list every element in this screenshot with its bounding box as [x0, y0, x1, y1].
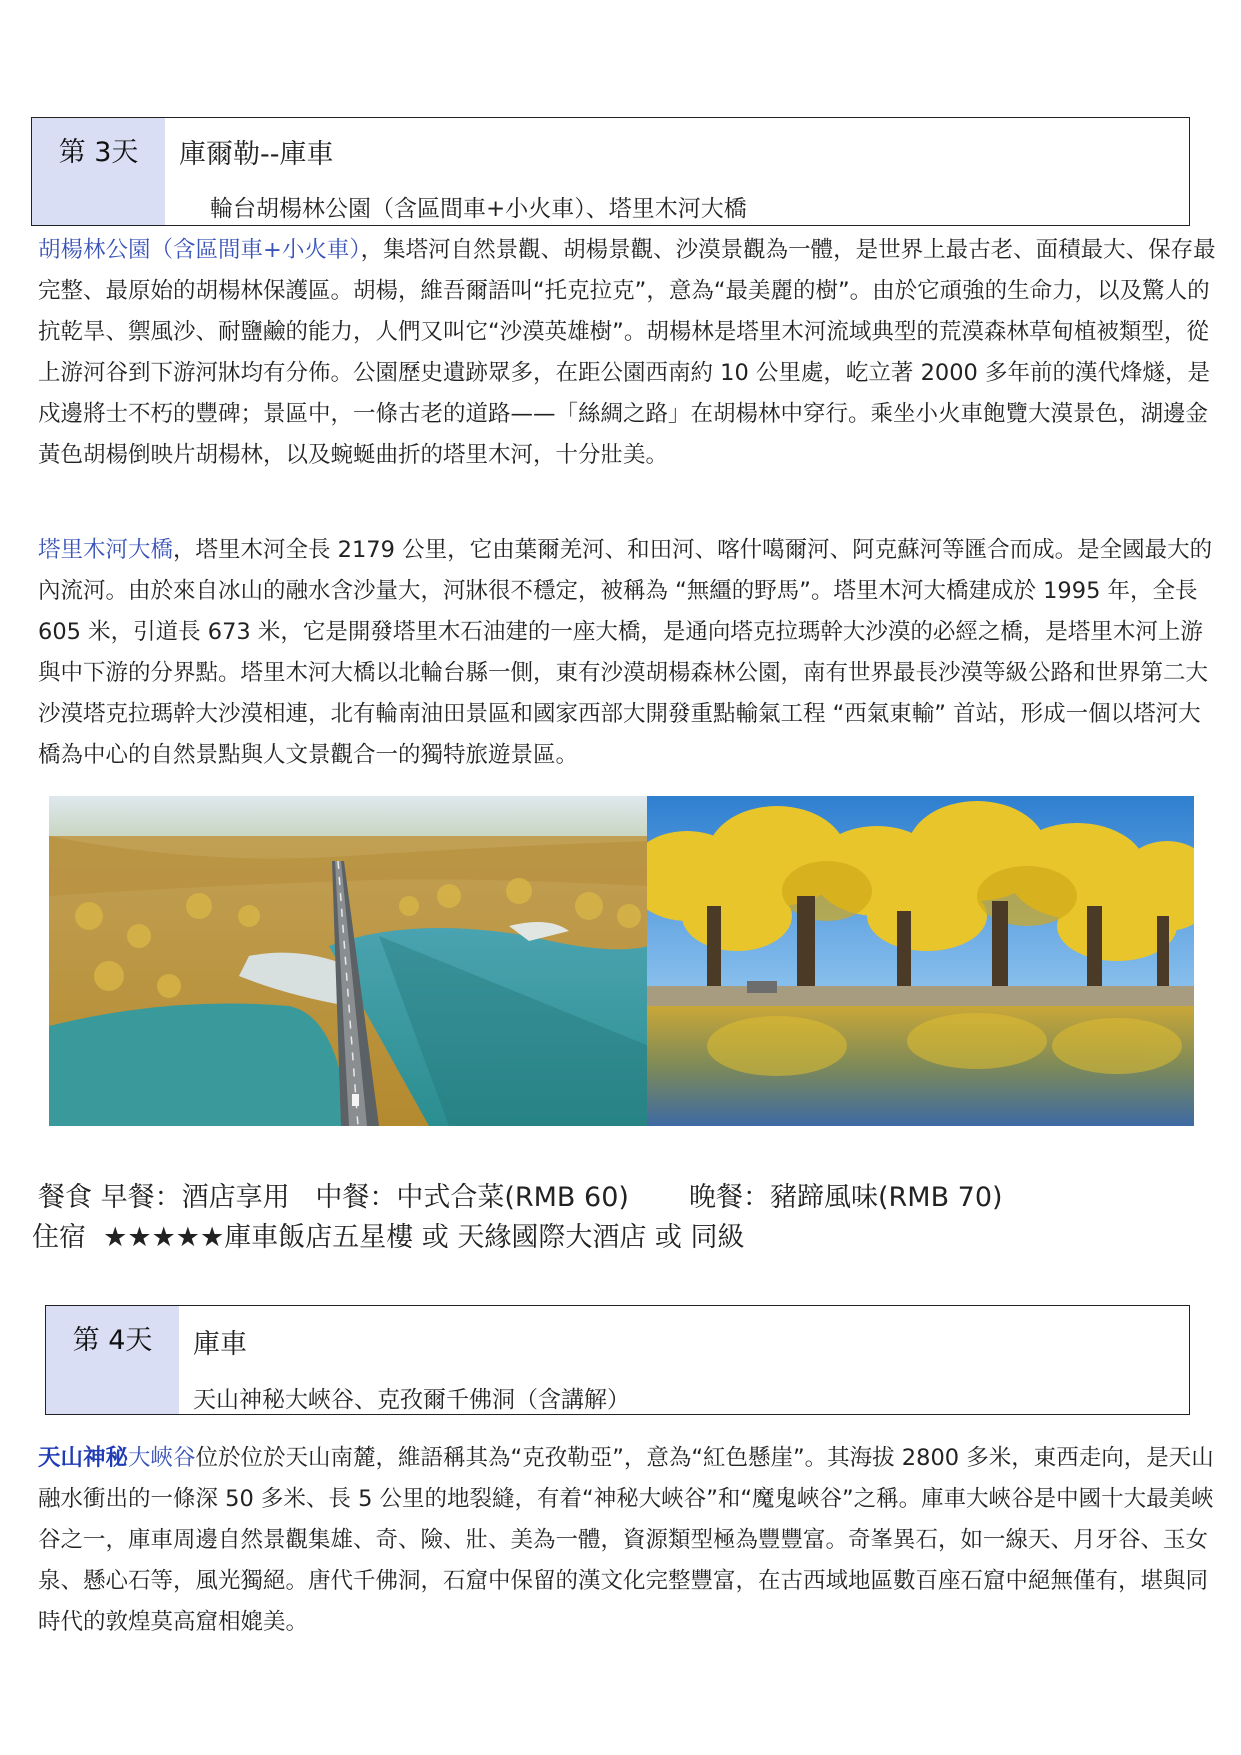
tarim-bridge-description: ，塔里木河全長 2179 公里，它由葉爾羌河、和田河、喀什噶爾河、阿克蘇河等匯合而成。是全國最大的內流河。由於來自冰山的融水含沙量大，河牀很不穩定，被稱為 “無繮的野馬”。塔里木河大橋建成於 1995 年，全長 605 米，引道長 673 米，它是開發塔里木石油建的一座大橋，是通向塔克拉瑪幹大沙漠的必經之橋，是塔里木河上游與中下游的分界點。塔里木河大橋以北輪台縣一側，東有沙漠胡楊森林公園，南有世界最長沙漠等級公路和世界第二大沙漠塔克拉瑪幹大沙漠相連，北有輪南油田景區和國家西部大開發重點輸氣工程 “西氣東輸” 首站，形成一個以塔河大橋為中心的自然景點與人文景觀合一的獨特旅遊景區。 — [38, 537, 1213, 768]
day3-paragraph-bridge — [38, 530, 1218, 776]
grand-canyon-link[interactable]: 大峽谷 — [128, 1445, 196, 1471]
photo-tarim-river-bridge-aerial — [49, 796, 649, 1126]
day3-header — [31, 117, 1190, 226]
photo-golden-populus-lake — [647, 796, 1194, 1126]
tarim-bridge-link[interactable]: 塔里木河大橋 — [38, 537, 174, 563]
day3-route: 庫爾勒--庫車 — [179, 139, 334, 170]
bridge-aerial-illustration — [49, 796, 649, 1126]
day4-route: 庫車 — [193, 1329, 247, 1360]
day4-header — [45, 1305, 1190, 1415]
day3-header-content — [165, 118, 1189, 225]
day4-label: 第 4天 — [46, 1306, 179, 1414]
day3-label: 第 3天 — [32, 118, 165, 225]
forest-park-link[interactable]: 胡楊林公園（含區間車+小火車） — [38, 237, 361, 263]
day3-lodging: 住宿 ★★★★★庫車飯店五星樓 或 天緣國際大酒店 或 同級 — [32, 1222, 745, 1253]
day3-paragraph-forest — [38, 230, 1218, 476]
populus-lake-illustration — [647, 796, 1194, 1126]
forest-park-description: ，集塔河自然景觀、胡楊景觀、沙漠景觀為一體，是世界上最古老、面積最大、保存最完整、最原始的胡楊林保護區。胡楊，維吾爾語叫“托克拉克”，意為“最美麗的樹”。由於它頑強的生命力，以及驚人的抗乾旱、禦風沙、耐鹽鹼的能力，人們又叫它“沙漠英雄樹”。胡楊林是塔里木河流域典型的荒漠森林草甸植被類型，從上游河谷到下游河牀均有分佈。公園歷史遺跡眾多，在距公園西南約 10 公里處，屹立著 2000 多年前的漢代烽燧，是戍邊將士不朽的豐碑；景區中，一條古老的道路——「絲綢之路」在胡楊林中穿行。乘坐小火車飽覽大漠景色，湖邊金黃色胡楊倒映片胡楊林，以及蜿蜒曲折的塔里木河，十分壯美。 — [38, 237, 1216, 468]
day3-meals: 餐食 早餐：酒店享用 中餐：中式合菜(RMB 60) 晚餐：豬蹄風味(RMB 70) — [38, 1182, 1003, 1213]
day4-paragraph-canyon — [38, 1438, 1223, 1643]
day4-sights: 天山神秘大峽谷、克孜爾千佛洞（含講解） — [193, 1387, 630, 1413]
day4-header-content — [179, 1306, 1189, 1414]
day3-sights: 輪台胡楊林公園（含區間車+小火車）、塔里木河大橋 — [210, 196, 747, 222]
canyon-description: 位於位於天山南麓，維語稱其為“克孜勒亞”，意為“紅色懸崖”。其海拔 2800 多米，東西走向，是天山融水衝出的一條深 50 多米、長 5 公里的地裂縫，有着“神秘大峽谷”和“魔鬼峽谷”之稱。庫車大峽谷是中國十大最美峽谷之一，庫車周邊自然景觀集雄、奇、險、壯、美為一體，資源類型極為豐豐富。奇峯異石，如一線天、月牙谷、玉女泉、懸心石等，風光獨絕。唐代千佛洞，石窟中保留的漢文化完整豐富，在古西域地區數百座石窟中絕無僅有，堪與同時代的敦煌莫高窟相媲美。 — [38, 1445, 1214, 1635]
tianshan-mystery-link[interactable]: 天山神秘 — [38, 1445, 129, 1471]
